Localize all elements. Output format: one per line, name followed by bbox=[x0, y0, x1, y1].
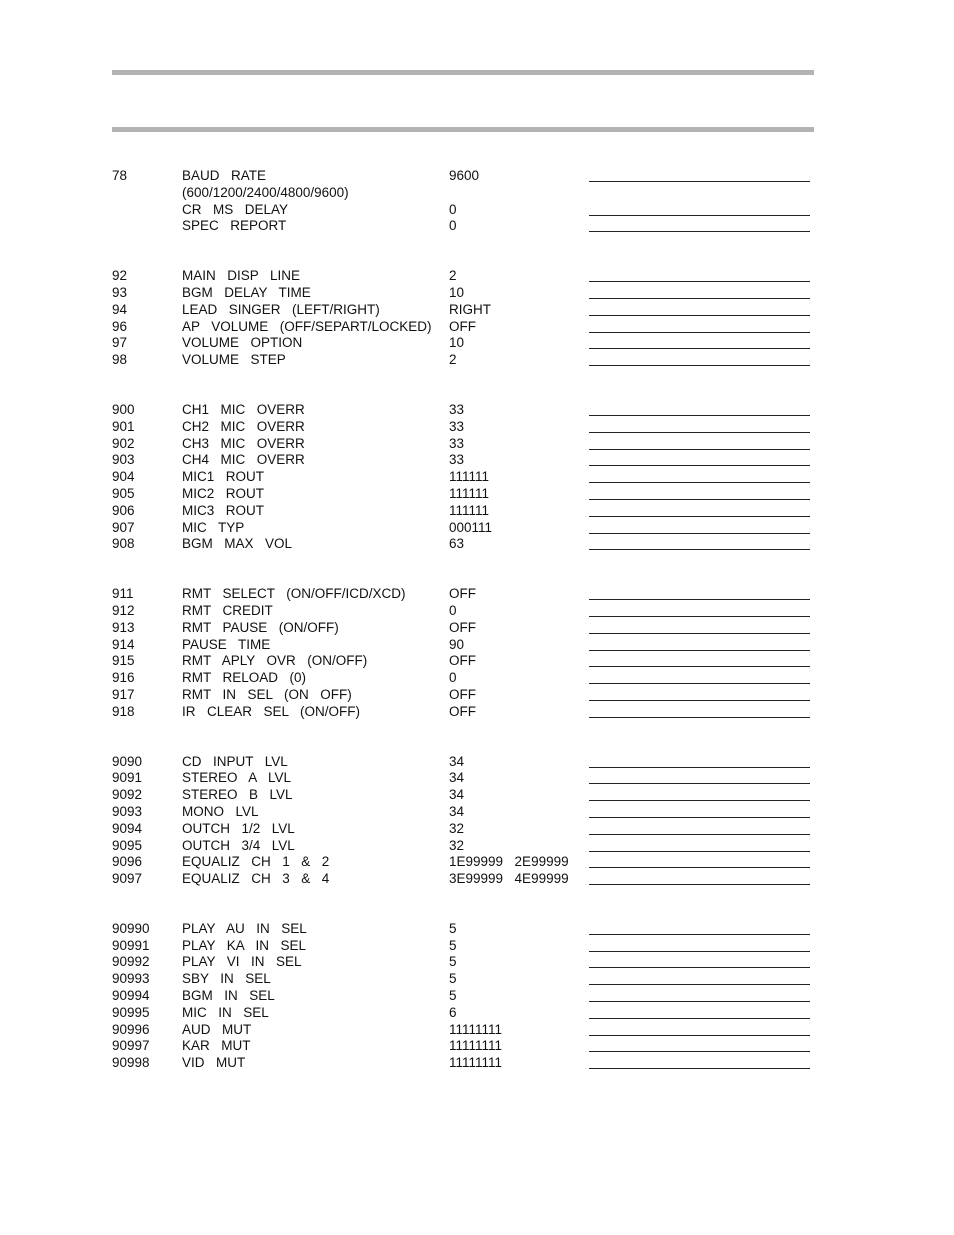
setting-label: CD INPUT LVL bbox=[182, 753, 288, 769]
setting-entry-blank bbox=[589, 365, 810, 366]
setting-row bbox=[112, 402, 812, 419]
setting-default-value: 5 bbox=[449, 988, 457, 1004]
setting-row bbox=[112, 988, 812, 1005]
setting-row bbox=[112, 653, 812, 670]
setting-code: 906 bbox=[112, 502, 135, 518]
setting-row bbox=[112, 787, 812, 804]
setting-entry-blank bbox=[589, 884, 810, 885]
setting-default-value: 32 bbox=[449, 837, 465, 853]
setting-label: EQUALIZ CH 3 & 4 bbox=[182, 871, 330, 887]
setting-row bbox=[112, 754, 812, 771]
setting-row bbox=[112, 1005, 812, 1022]
setting-row bbox=[112, 603, 812, 620]
setting-code: 78 bbox=[112, 168, 128, 183]
setting-row bbox=[112, 938, 812, 955]
setting-default-value: 33 bbox=[449, 435, 465, 451]
setting-entry-blank bbox=[589, 332, 810, 333]
setting-row bbox=[112, 302, 812, 319]
setting-label: BAUD RATE bbox=[182, 168, 267, 183]
setting-entry-blank bbox=[589, 599, 810, 600]
setting-code: 912 bbox=[112, 602, 135, 618]
setting-code: 914 bbox=[112, 636, 135, 652]
setting-default-value: 33 bbox=[449, 401, 465, 417]
setting-row bbox=[112, 804, 812, 821]
setting-code: 98 bbox=[112, 352, 128, 368]
setting-row bbox=[112, 821, 812, 838]
setting-label: RMT APLY OVR (ON/OFF) bbox=[182, 653, 368, 669]
setting-default-value: 63 bbox=[449, 536, 465, 552]
settings-group bbox=[112, 586, 812, 720]
setting-code: 9096 bbox=[112, 854, 143, 870]
setting-label: VID MUT bbox=[182, 1055, 246, 1071]
setting-code: 90992 bbox=[112, 954, 150, 970]
setting-code: 916 bbox=[112, 670, 135, 686]
setting-entry-blank bbox=[589, 867, 810, 868]
settings-group bbox=[112, 268, 812, 369]
setting-entry-blank bbox=[589, 1051, 810, 1052]
setting-default-value: 11111111 bbox=[449, 1021, 503, 1037]
setting-row bbox=[112, 536, 812, 553]
setting-label: PLAY VI IN SEL bbox=[182, 954, 302, 970]
setting-row bbox=[112, 1055, 812, 1072]
header-rule-top bbox=[112, 70, 814, 75]
settings-group bbox=[112, 754, 812, 888]
setting-default-value: 10 bbox=[449, 284, 465, 300]
setting-row bbox=[112, 419, 812, 436]
setting-code: 9095 bbox=[112, 837, 143, 853]
setting-row bbox=[112, 838, 812, 855]
setting-label: BGM IN SEL bbox=[182, 988, 275, 1004]
setting-row bbox=[112, 971, 812, 988]
setting-default-value: 1E99999 2E99999 bbox=[449, 854, 569, 870]
setting-row bbox=[112, 1038, 812, 1055]
setting-entry-blank bbox=[589, 516, 810, 517]
setting-entry-blank bbox=[589, 449, 810, 450]
setting-code: 902 bbox=[112, 435, 135, 451]
setting-default-value: 5 bbox=[449, 954, 457, 970]
setting-row bbox=[112, 285, 812, 302]
setting-row bbox=[112, 637, 812, 654]
setting-code: 96 bbox=[112, 318, 128, 334]
setting-default-value: 90 bbox=[449, 636, 465, 652]
setting-row bbox=[112, 352, 812, 369]
setting-label: CH4 MIC OVERR bbox=[182, 452, 305, 468]
setting-entry-blank bbox=[589, 967, 810, 968]
setting-row bbox=[112, 871, 812, 888]
setting-row bbox=[112, 520, 812, 537]
setting-entry-blank bbox=[589, 616, 810, 617]
setting-code: 917 bbox=[112, 686, 135, 702]
setting-entry-blank bbox=[589, 181, 810, 182]
setting-code: 918 bbox=[112, 703, 135, 719]
setting-code: 9091 bbox=[112, 770, 143, 786]
setting-label: CH1 MIC OVERR bbox=[182, 401, 305, 417]
setting-entry-blank bbox=[589, 851, 810, 852]
setting-entry-blank bbox=[589, 348, 810, 349]
setting-entry-blank bbox=[589, 717, 810, 718]
setting-label: MONO LVL bbox=[182, 803, 259, 819]
setting-row bbox=[112, 921, 812, 938]
setting-entry-blank bbox=[589, 683, 810, 684]
setting-default-value: OFF bbox=[449, 686, 476, 702]
setting-row bbox=[112, 335, 812, 352]
setting-default-value: OFF bbox=[449, 653, 476, 669]
setting-label: (600/1200/2400/4800/9600) bbox=[182, 184, 349, 200]
setting-code: 90994 bbox=[112, 988, 150, 1004]
setting-label: STEREO B LVL bbox=[182, 787, 293, 803]
setting-default-value: 2 bbox=[449, 268, 457, 284]
setting-row bbox=[112, 202, 812, 219]
setting-label: SPEC REPORT bbox=[182, 218, 287, 234]
setting-entry-blank bbox=[589, 415, 810, 416]
setting-entry-blank bbox=[589, 499, 810, 500]
setting-entry-blank bbox=[589, 934, 810, 935]
setting-entry-blank bbox=[589, 549, 810, 550]
setting-entry-blank bbox=[589, 951, 810, 952]
setting-code: 9093 bbox=[112, 803, 143, 819]
setting-label: CH2 MIC OVERR bbox=[182, 418, 305, 434]
setting-label: RMT SELECT (ON/OFF/ICD/XCD) bbox=[182, 586, 406, 602]
setting-code: 904 bbox=[112, 469, 135, 485]
setting-label: PLAY AU IN SEL bbox=[182, 920, 307, 936]
setting-row bbox=[112, 704, 812, 721]
setting-default-value: 34 bbox=[449, 787, 465, 803]
setting-label: CR MS DELAY bbox=[182, 201, 289, 217]
setting-default-value: 0 bbox=[449, 602, 457, 618]
setting-row bbox=[112, 620, 812, 637]
setting-default-value: 111111 bbox=[449, 502, 490, 518]
setting-row bbox=[112, 770, 812, 787]
header-rule-bottom bbox=[112, 127, 814, 132]
setting-entry-blank bbox=[589, 281, 810, 282]
setting-default-value: OFF bbox=[449, 586, 476, 602]
setting-code: 9097 bbox=[112, 871, 143, 887]
setting-label: KAR MUT bbox=[182, 1038, 251, 1054]
setting-code: 9090 bbox=[112, 753, 143, 769]
setting-code: 900 bbox=[112, 401, 135, 417]
setting-default-value: 34 bbox=[449, 803, 465, 819]
setting-row bbox=[112, 469, 812, 486]
setting-label: MIC3 ROUT bbox=[182, 502, 265, 518]
setting-code: 97 bbox=[112, 335, 128, 351]
setting-entry-blank bbox=[589, 315, 810, 316]
setting-row bbox=[112, 168, 812, 185]
setting-default-value: 33 bbox=[449, 418, 465, 434]
setting-label: PLAY KA IN SEL bbox=[182, 937, 307, 953]
setting-row bbox=[112, 185, 812, 202]
setting-code: 903 bbox=[112, 452, 135, 468]
setting-default-value: 3E99999 4E99999 bbox=[449, 871, 569, 887]
setting-default-value: 2 bbox=[449, 352, 457, 368]
setting-code: 92 bbox=[112, 268, 128, 284]
setting-default-value: 11111111 bbox=[449, 1055, 503, 1071]
setting-label: RMT PAUSE (ON/OFF) bbox=[182, 619, 339, 635]
setting-label: MIC IN SEL bbox=[182, 1004, 269, 1020]
setting-row bbox=[112, 854, 812, 871]
setting-entry-blank bbox=[589, 482, 810, 483]
setting-entry-blank bbox=[589, 817, 810, 818]
setting-label: BGM MAX VOL bbox=[182, 536, 293, 552]
setting-label: AUD MUT bbox=[182, 1021, 252, 1037]
setting-row bbox=[112, 954, 812, 971]
setting-label: RMT RELOAD (0) bbox=[182, 670, 307, 686]
setting-row bbox=[112, 503, 812, 520]
setting-label: CH3 MIC OVERR bbox=[182, 435, 305, 451]
setting-code: 915 bbox=[112, 653, 135, 669]
setting-code: 905 bbox=[112, 485, 135, 501]
setting-label: IR CLEAR SEL (ON/OFF) bbox=[182, 703, 361, 719]
settings-table bbox=[112, 168, 812, 1105]
setting-code: 90998 bbox=[112, 1055, 150, 1071]
setting-entry-blank bbox=[589, 465, 810, 466]
setting-default-value: 9600 bbox=[449, 168, 480, 183]
setting-label: RMT CREDIT bbox=[182, 602, 273, 618]
setting-entry-blank bbox=[589, 834, 810, 835]
setting-default-value: 000111 bbox=[449, 519, 493, 535]
setting-default-value: 0 bbox=[449, 670, 457, 686]
setting-row bbox=[112, 586, 812, 603]
setting-code: 90993 bbox=[112, 971, 150, 987]
setting-label: PAUSE TIME bbox=[182, 636, 271, 652]
setting-row bbox=[112, 486, 812, 503]
setting-code: 90995 bbox=[112, 1004, 150, 1020]
setting-entry-blank bbox=[589, 1068, 810, 1069]
setting-code: 908 bbox=[112, 536, 135, 552]
setting-row bbox=[112, 268, 812, 285]
setting-label: OUTCH 3/4 LVL bbox=[182, 837, 295, 853]
setting-row bbox=[112, 687, 812, 704]
setting-row bbox=[112, 670, 812, 687]
setting-code: 907 bbox=[112, 519, 135, 535]
setting-label: LEAD SINGER (LEFT/RIGHT) bbox=[182, 301, 380, 317]
setting-entry-blank bbox=[589, 215, 810, 216]
setting-row bbox=[112, 452, 812, 469]
setting-label: VOLUME OPTION bbox=[182, 335, 303, 351]
setting-code: 90997 bbox=[112, 1038, 150, 1054]
setting-code: 911 bbox=[112, 586, 134, 602]
setting-label: STEREO A LVL bbox=[182, 770, 292, 786]
setting-entry-blank bbox=[589, 633, 810, 634]
setting-default-value: OFF bbox=[449, 703, 476, 719]
setting-entry-blank bbox=[589, 800, 810, 801]
setting-default-value: 34 bbox=[449, 770, 465, 786]
setting-row bbox=[112, 436, 812, 453]
setting-label: MIC TYP bbox=[182, 519, 245, 535]
setting-code: 90990 bbox=[112, 920, 150, 936]
setting-default-value: 0 bbox=[449, 201, 457, 217]
setting-entry-blank bbox=[589, 1001, 810, 1002]
setting-code: 90996 bbox=[112, 1021, 150, 1037]
setting-label: EQUALIZ CH 1 & 2 bbox=[182, 854, 330, 870]
setting-default-value: 111111 bbox=[449, 485, 490, 501]
setting-entry-blank bbox=[589, 1018, 810, 1019]
setting-entry-blank bbox=[589, 1035, 810, 1036]
setting-default-value: 32 bbox=[449, 820, 465, 836]
setting-default-value: OFF bbox=[449, 619, 476, 635]
setting-default-value: 0 bbox=[449, 218, 457, 234]
setting-entry-blank bbox=[589, 984, 810, 985]
setting-entry-blank bbox=[589, 432, 810, 433]
setting-default-value: OFF bbox=[449, 318, 476, 334]
settings-group bbox=[112, 921, 812, 1072]
setting-row bbox=[112, 1022, 812, 1039]
setting-entry-blank bbox=[589, 783, 810, 784]
setting-entry-blank bbox=[589, 298, 810, 299]
setting-default-value: 111111 bbox=[449, 469, 490, 485]
setting-entry-blank bbox=[589, 650, 810, 651]
setting-default-value: 5 bbox=[449, 937, 457, 953]
setting-entry-blank bbox=[589, 767, 810, 768]
setting-label: RMT IN SEL (ON OFF) bbox=[182, 686, 352, 702]
setting-code: 901 bbox=[112, 418, 135, 434]
setting-label: BGM DELAY TIME bbox=[182, 284, 311, 300]
setting-code: 90991 bbox=[112, 937, 150, 953]
setting-code: 9094 bbox=[112, 820, 143, 836]
setting-default-value: 33 bbox=[449, 452, 465, 468]
setting-label: OUTCH 1/2 LVL bbox=[182, 820, 295, 836]
setting-default-value: 5 bbox=[449, 920, 457, 936]
setting-default-value: 6 bbox=[449, 1004, 457, 1020]
setting-row bbox=[112, 218, 812, 235]
setting-entry-blank bbox=[589, 700, 810, 701]
setting-code: 93 bbox=[112, 284, 128, 300]
setting-row bbox=[112, 319, 812, 336]
setting-default-value: RIGHT bbox=[449, 301, 491, 317]
setting-label: SBY IN SEL bbox=[182, 971, 271, 987]
setting-label: VOLUME STEP bbox=[182, 352, 286, 368]
setting-entry-blank bbox=[589, 666, 810, 667]
setting-label: MIC2 ROUT bbox=[182, 485, 265, 501]
setting-default-value: 11111111 bbox=[449, 1038, 503, 1054]
setting-label: AP VOLUME (OFF/SEPART/LOCKED) bbox=[182, 318, 432, 334]
setting-code: 913 bbox=[112, 619, 135, 635]
settings-group bbox=[112, 402, 812, 553]
setting-default-value: 34 bbox=[449, 753, 465, 769]
setting-label: MAIN DISP LINE bbox=[182, 268, 301, 284]
setting-entry-blank bbox=[589, 533, 810, 534]
setting-code: 9092 bbox=[112, 787, 143, 803]
setting-label: MIC1 ROUT bbox=[182, 469, 265, 485]
setting-code: 94 bbox=[112, 301, 128, 317]
setting-default-value: 5 bbox=[449, 971, 457, 987]
setting-entry-blank bbox=[589, 231, 810, 232]
settings-group bbox=[112, 168, 812, 235]
setting-default-value: 10 bbox=[449, 335, 465, 351]
